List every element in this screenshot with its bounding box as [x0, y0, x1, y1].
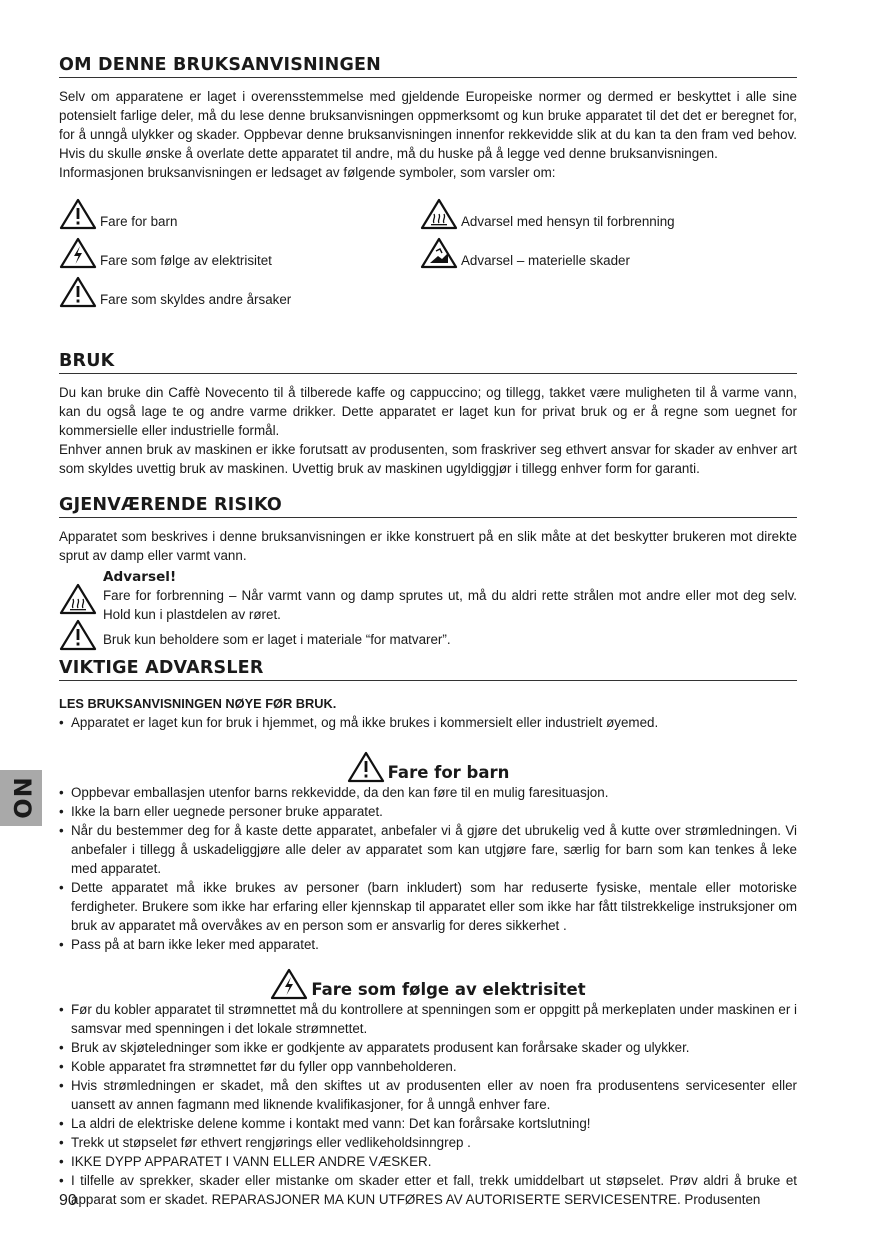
electric-subheading: Fare som følge av elektrisitet	[59, 966, 797, 1000]
section-title-intro: OM DENNE BRUKSANVISNINGEN	[59, 54, 797, 78]
intro-paragraph: Selv om apparatene er laget i overensstemmelse med gjeldende Europeiske normer og dermed er beskyttet i alle sine potensielt farlige deler, må du lese denne bruksanvisningen oppmerksomt og kun bruke apparatet til det det er beregnet for, for å unngå ulykker og skader. Oppbevar denne bruksanvisningen innenfor rekkevidde slik at du kan ta den fram ved behov. Hvis du skulle ønske å overlate dette apparatet til andre, må du huske på å legge ved denne bruksanvisningen.	[59, 89, 797, 161]
list-item: • Koble apparatet fra strømnettet før du fyller opp vannbeholderen.	[59, 1057, 797, 1076]
hot-surface-icon	[59, 583, 97, 615]
list-item: • Pass på at barn ikke leker med apparatet.	[59, 935, 797, 954]
use-paragraph-1: Du kan bruke din Caffè Novecento til å tilberede kaffe og cappuccino; og tillegg, takket være muligheten til å varme vann, kan du også lage te og andre varme drikker. Dette apparatet er laget kun for privat bruk og er å regne som uegnet for kommersielle eller industrielle formål.	[59, 385, 797, 438]
read-instructions-heading: LES BRUKSANVISNINGEN NØYE FØR BRUK.	[59, 696, 337, 711]
general-list	[59, 713, 797, 732]
page-content	[59, 54, 797, 1209]
list-item: • Før du kobler apparatet til strømnettet må du kontrollere at spenningen som er oppgitt på merkeplaten under maskinen er i samsvar med spenningen i det lokale strømnettet.	[59, 1000, 797, 1038]
section-title-use: BRUK	[59, 350, 797, 374]
electric-hazard-icon	[59, 237, 97, 269]
list-item: • Ikke la barn eller uegnede personer bruke apparatet.	[59, 802, 797, 821]
warning-triangle-icon	[59, 276, 97, 308]
burn-warning-box	[59, 569, 797, 651]
list-item: • Trekk ut støpselet før ethvert rengjørings eller vedlikeholdsinngrep .	[59, 1133, 797, 1152]
section-title-warnings: VIKTIGE ADVARSLER	[59, 657, 797, 681]
risk-paragraph: Apparatet som beskrives i denne bruksanvisningen er ikke konstruert på en slik måte at det beskytter brukeren mot direkte sprut av damp eller varmt vann.	[59, 529, 797, 563]
legend-burn: Advarsel med hensyn til forbrenning	[420, 196, 675, 230]
list-item: • Oppbevar emballasjen utenfor barns rekkevidde, da den kan føre til en mulig faresituasjon.	[59, 783, 797, 802]
intro-symbols-lead: Informasjonen bruksanvisningen er ledsaget av følgende symboler, som varsler om:	[59, 165, 556, 180]
electric-hazard-icon	[270, 968, 308, 1000]
use-paragraph-2: Enhver annen bruk av maskinen er ikke forutsatt av produsenten, som fraskriver seg ethvert ansvar for skader av enhver art som skyldes uvettig bruk av maskinen. Uvettig bruk av maskinen ugyldiggjør i tillegg enhver form for garanti.	[59, 442, 797, 476]
list-item: • Hvis strømledningen er skadet, må den skiftes ut av produsenten eller av noen fra produsentens servicesenter eller uansett av annen fagmann med liknende kvalifikasjoner, for å unngå enhver fare.	[59, 1076, 797, 1114]
legend-electric: Fare som følge av elektrisitet	[59, 235, 272, 269]
legend-other: Fare som skyldes andre årsaker	[59, 274, 291, 308]
electric-list	[59, 1000, 797, 1209]
warning-triangle-icon	[59, 619, 97, 651]
warning-triangle-icon	[59, 198, 97, 230]
list-item: • La aldri de elektriske delene komme i kontakt med vann: Det kan forårsake kortslutning!	[59, 1114, 797, 1133]
list-item: • Dette apparatet må ikke brukes av personer (barn inkludert) som har reduserte fysiske, mentale eller motoriske ferdigheter. Brukere som ikke har erfaring eller kjennskap til apparatet eller som ikke har fått tilstrekkelige instruksjoner om bruk av apparatet må overvåkes av en person som er ansvarlig for deres sikkerhet .	[59, 878, 797, 935]
section-title-risk: GJENVÆRENDE RISIKO	[59, 494, 797, 518]
list-item: • IKKE DYPP APPARATET I VANN ELLER ANDRE VÆSKER.	[59, 1152, 797, 1171]
warning-title: Advarsel!	[103, 569, 177, 585]
warning-text-2: Bruk kun beholdere som er laget i materiale “for matvarer”.	[103, 632, 451, 647]
list-item: • I tilfelle av sprekker, skader eller mistanke om skader etter et fall, trekk umiddelbart ut støpselet. Prøv aldri å bruke et apparat som er skadet. REPARASJONER MA KUN UTFØRES AV AUTORISERTE SERVICESENTRE. Produsenten	[59, 1171, 797, 1209]
page-number: 90	[59, 1192, 77, 1209]
hot-surface-icon	[420, 198, 458, 230]
symbol-legend	[59, 196, 797, 322]
legend-children: Fare for barn	[59, 196, 177, 230]
language-tab: NO	[0, 770, 42, 826]
warning-triangle-icon	[347, 751, 385, 783]
children-list	[59, 783, 797, 954]
legend-material: Advarsel – materielle skader	[420, 235, 630, 269]
warning-text: Fare for forbrenning – Når varmt vann og damp sprutes ut, må du aldri rette strålen mot andre eller mot deg selv. Hold kun i plastdelen av røret.	[103, 588, 797, 622]
list-item: • Bruk av skjøteledninger som ikke er godkjente av apparatets produsent kan forårsake skader og ulykker.	[59, 1038, 797, 1057]
list-item: • Når du bestemmer deg for å kaste dette apparatet, anbefaler vi å gjøre det ubrukelig ved å kutte over strømledningen. Vi anbefaler i tillegg å uskadeliggjøre alle deler av apparatet som kan utgjøre fare, særlig for barn som kan tenkes å leke med apparatet.	[59, 821, 797, 878]
children-subheading: Fare for barn	[59, 749, 797, 783]
list-item: • Apparatet er laget kun for bruk i hjemmet, og må ikke brukes i kommersielt eller industrielt øyemed.	[59, 713, 797, 732]
material-damage-icon	[420, 237, 458, 269]
